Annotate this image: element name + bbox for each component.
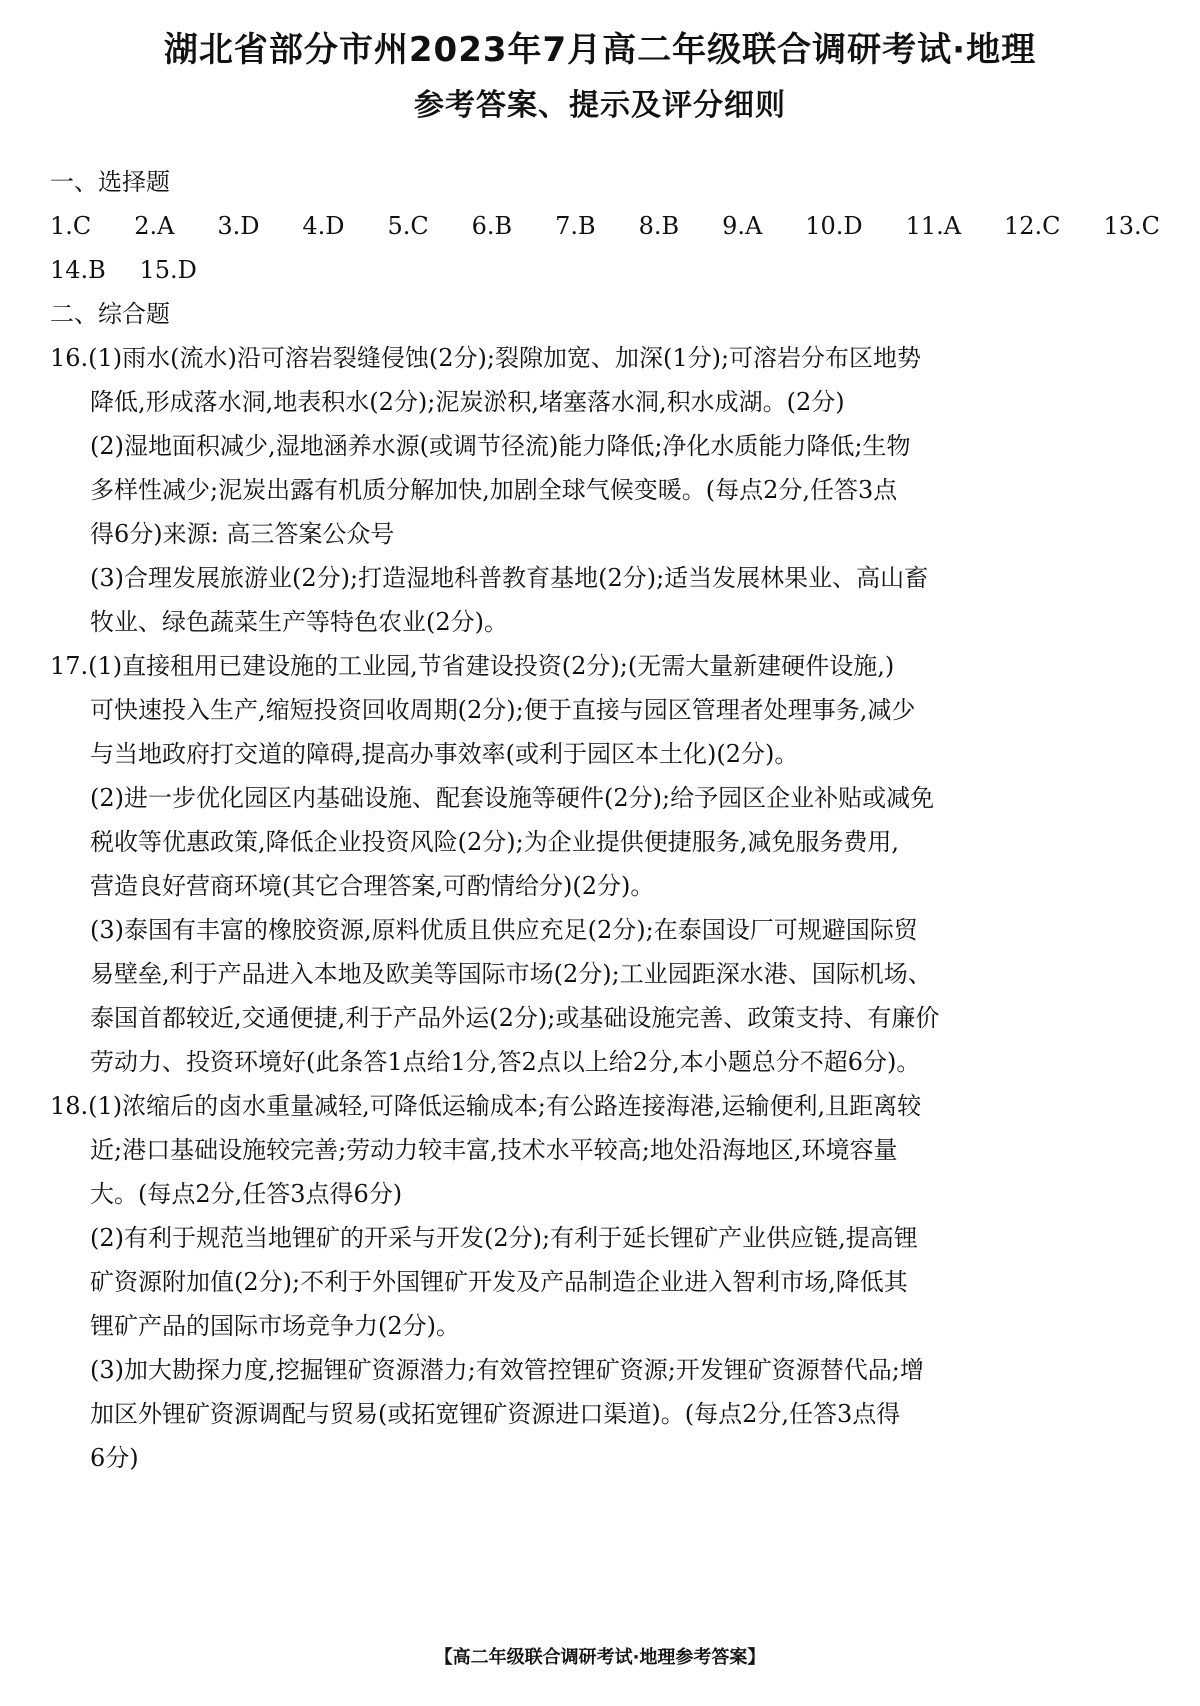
choice-answer: 7.B xyxy=(555,212,596,240)
q16-line: (2)湿地面积减少,湿地涵养水源(或调节径流)能力降低;净化水质能力降低;生物 xyxy=(90,432,911,460)
choice-answer: 14.B xyxy=(50,256,106,284)
choice-answer: 3.D xyxy=(217,212,260,240)
choice-answer: 11.A xyxy=(905,212,962,240)
q17-line: (3)泰国有丰富的橡胶资源,原料优质且供应充足(2分);在泰国设厂可规避国际贸 xyxy=(90,916,918,944)
choice-answer: 6.B xyxy=(471,212,513,240)
choice-answer: 5.C xyxy=(387,212,429,240)
q18-line: (2)有利于规范当地锂矿的开采与开发(2分);有利于延长锂矿产业供应链,提高锂 xyxy=(90,1224,918,1252)
q18-line: 矿资源附加值(2分);不利于外国锂矿开发及产品制造企业进入智利市场,降低其 xyxy=(90,1268,908,1296)
q16-line: 多样性减少;泥炭出露有机质分解加快,加剧全球气候变暖。(每点2分,任答3点 xyxy=(90,476,898,504)
q17-line: (2)进一步优化园区内基础设施、配套设施等硬件(2分);给予园区企业补贴或减免 xyxy=(90,784,935,812)
q17-line: 泰国首都较近,交通便捷,利于产品外运(2分);或基础设施完善、政策支持、有廉价 xyxy=(90,1004,940,1032)
choice-answer: 1.C xyxy=(50,212,92,240)
section-heading-comprehensive: 二、综合题 xyxy=(50,300,170,328)
page-subtitle: 参考答案、提示及评分细则 xyxy=(414,88,786,123)
q18-line: 6分) xyxy=(90,1444,139,1472)
q17-line: 易壁垒,利于产品进入本地及欧美等国际市场(2分);工业园距深水港、国际机场、 xyxy=(90,960,932,988)
choice-answer: 9.A xyxy=(722,212,763,240)
q18-line: 近;港口基础设施较完善;劳动力较丰富,技术水平较高;地处沿海地区,环境容量 xyxy=(90,1136,898,1164)
choice-answer: 10.D xyxy=(805,212,863,240)
q18-line: 18.(1)浓缩后的卤水重量减轻,可降低运输成本;有公路连接海港,运输便利,且距离较 xyxy=(50,1092,922,1120)
choice-answer: 12.C xyxy=(1003,212,1061,240)
choice-answers-row-1 xyxy=(50,204,1160,248)
q17-line: 营造良好营商环境(其它合理答案,可酌情给分)(2分)。 xyxy=(90,872,655,900)
q16-line: 降低,形成落水洞,地表积水(2分);泥炭淤积,堵塞落水洞,积水成湖。(2分) xyxy=(90,388,845,416)
choice-answer: 4.D xyxy=(302,212,345,240)
q18-line: (3)加大勘探力度,挖掘锂矿资源潜力;有效管控锂矿资源;开发锂矿资源替代品;增 xyxy=(90,1356,924,1384)
q18-line: 锂矿产品的国际市场竞争力(2分)。 xyxy=(90,1312,460,1340)
q17-line: 税收等优惠政策,降低企业投资风险(2分);为企业提供便捷服务,减免服务费用, xyxy=(90,828,899,856)
q16-line: 牧业、绿色蔬菜生产等特色农业(2分)。 xyxy=(90,608,508,636)
page-footer: 【高二年级联合调研考试·地理参考答案】 xyxy=(434,1647,766,1668)
choice-answer: 8.B xyxy=(638,212,680,240)
q16-line: (3)合理发展旅游业(2分);打造湿地科普教育基地(2分);适当发展林果业、高山畜 xyxy=(90,564,929,592)
section-heading-choice: 一、选择题 xyxy=(50,168,170,196)
choice-answer: 13.C xyxy=(1103,212,1160,240)
choice-answer: 2.A xyxy=(134,212,175,240)
q17-line: 17.(1)直接租用已建设施的工业园,节省建设投资(2分);(无需大量新建硬件设施,) xyxy=(50,652,895,680)
q17-line: 可快速投入生产,缩短投资回收周期(2分);便于直接与园区管理者处理事务,减少 xyxy=(90,696,916,724)
page-title: 湖北省部分市州2023年7月高二年级联合调研考试·地理 xyxy=(163,30,1037,70)
q16-line: 得6分)来源: 高三答案公众号 xyxy=(90,520,395,548)
q17-line: 劳动力、投资环境好(此条答1点给1分,答2点以上给2分,本小题总分不超6分)。 xyxy=(90,1048,921,1076)
choice-answer: 15.D xyxy=(139,256,197,284)
q17-line: 与当地政府打交道的障碍,提高办事效率(或利于园区本土化)(2分)。 xyxy=(90,740,799,768)
answer-content xyxy=(50,160,1160,1480)
q16-line: 16.(1)雨水(流水)沿可溶岩裂缝侵蚀(2分);裂隙加宽、加深(1分);可溶岩分布区地势 xyxy=(50,344,922,372)
q18-line: 大。(每点2分,任答3点得6分) xyxy=(90,1180,403,1208)
choice-answers-row-2 xyxy=(50,248,1160,292)
q18-line: 加区外锂矿资源调配与贸易(或拓宽锂矿资源进口渠道)。(每点2分,任答3点得 xyxy=(90,1400,901,1428)
